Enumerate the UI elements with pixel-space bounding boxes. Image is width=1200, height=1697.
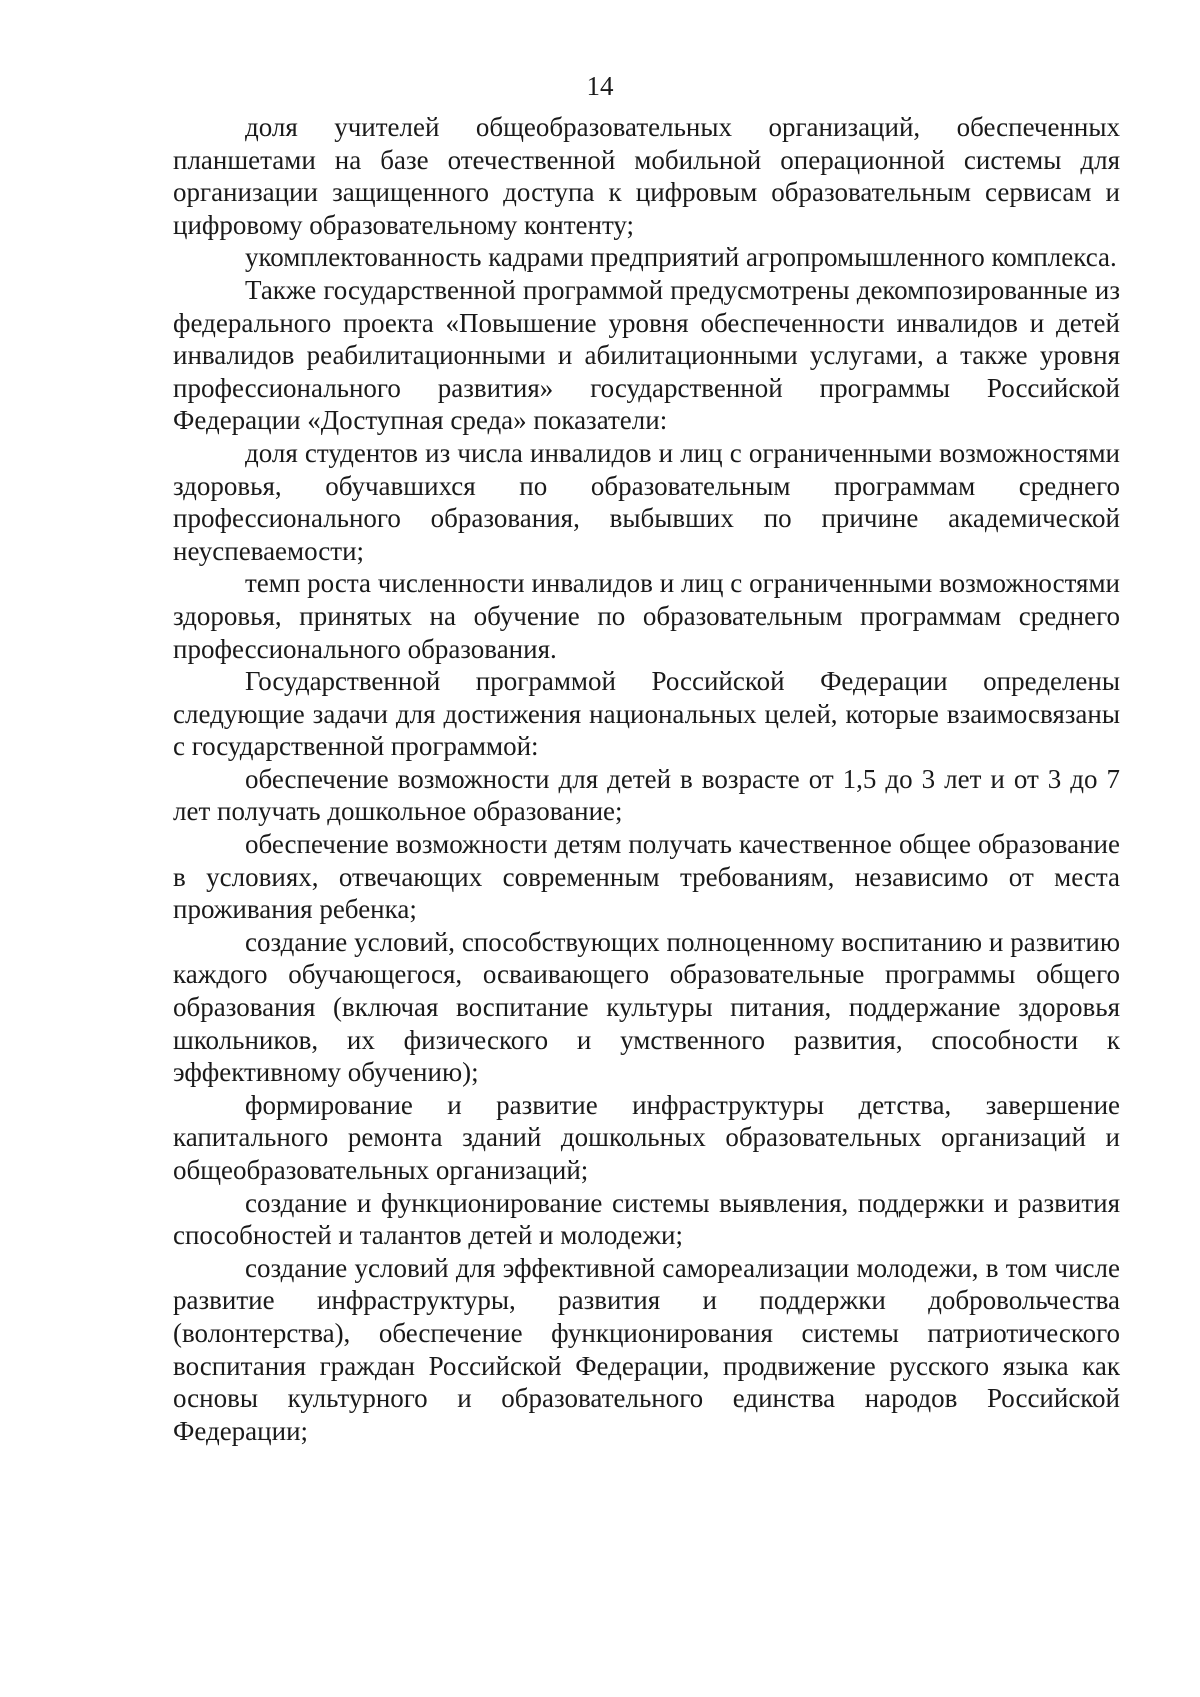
page-number: 14 (586, 71, 614, 101)
paragraph-agro-staffing: укомплектованность кадрами предприятий агропромышленного комплекса. (245, 242, 1117, 273)
paragraph-childhood-infrastructure: формирование и развитие инфраструктуры детства, завершение капитального ремонта зданий дошкольных образовательных организаций и общеобразовательных организаций; (173, 1089, 1120, 1185)
document-body (173, 111, 1120, 1447)
paragraph-talent-support-system: создание и функционирование системы выявления, поддержки и развития способностей и талантов детей и молодежи; (173, 1187, 1120, 1251)
paragraph-decomposed-indicators: Также государственной программой предусмотрены декомпозированные из федерального проекта «Повышение уровня обеспеченности инвалидов и детей инвалидов реабилитационными и абилитационными услугами, а также уровня профессионального развития» государственной программы Российской Федерации «Доступная среда» показатели: (173, 274, 1120, 436)
paragraph-preschool-access: обеспечение возможности для детей в возрасте от 1,5 до 3 лет и от 3 до 7 лет получать дошкольное образование; (173, 763, 1120, 827)
paragraph-program-tasks-intro: Государственной программой Российской Федерации определены следующие задачи для достижения национальных целей, которые взаимосвязаны с государственной программой: (173, 666, 1120, 762)
paragraph-upbringing-conditions: создание условий, способствующих полноценному воспитанию и развитию каждого обучающегося, осваивающего образовательные программы общего образования (включая воспитание культуры питания, поддержание здоровья школьников, их физического и умственного развития, способности к эффективному обучению); (173, 926, 1120, 1088)
paragraph-teachers-tablets: доля учителей общеобразовательных организаций, обеспеченных планшетами на базе отечественной мобильной операционной системы для организации защищенного доступа к цифровым образовательным сервисам и цифровому образовательному контенту; (173, 112, 1120, 240)
paragraph-students-disabilities-dropout: доля студентов из числа инвалидов и лиц с ограниченными возможностями здоровья, обучавшихся по образовательным программам среднего профессионального образования, выбывших по причине академической неуспеваемости; (173, 437, 1120, 566)
paragraph-quality-general-education: обеспечение возможности детям получать качественное общее образование в условиях, отвечающих современным требованиям, независимо от места проживания ребенка; (173, 829, 1120, 925)
paragraph-growth-rate-enrollment: темп роста численности инвалидов и лиц с ограниченными возможностями здоровья, принятых на обучение по образовательным программам среднего профессионального образования. (173, 568, 1120, 664)
paragraph-youth-self-realization: создание условий для эффективной самореализации молодежи, в том числе развитие инфраструктуры, развития и поддержки добровольчества (волонтерства), обеспечение функционирования системы патриотического воспитания граждан Российской Федерации, продвижение русского языка как основы культурного и образовательного единства народов Российской Федерации; (173, 1252, 1120, 1446)
